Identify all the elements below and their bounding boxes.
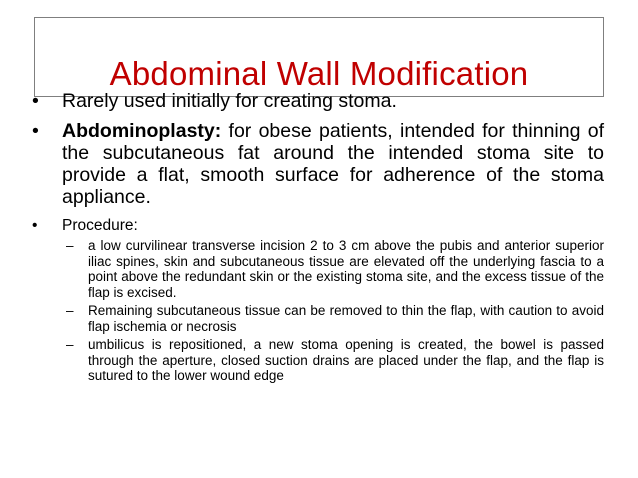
sub-bullet-marker: – [66,238,74,253]
bullet-marker: • [32,120,39,142]
slide-title: Abdominal Wall Modification [109,55,529,92]
bullet-text: Procedure: [62,217,138,234]
bullet-text: for obese patients, intended for thinning of the subcutaneous fat around the intended stoma site to provide a flat, smooth surface for adherence of the stoma appliance. [62,120,604,208]
sub-bullet-marker: – [66,303,74,318]
title-box [34,17,604,97]
bullet-item [32,120,604,208]
bullet-marker: • [32,90,39,112]
slide-content [32,88,604,384]
sub-bullet-item [32,303,604,334]
bullet-text: Rarely used initially for creating stoma. [62,90,397,112]
sub-bullet-marker: – [66,337,74,352]
sub-bullet-text: Remaining subcutaneous tissue can be removed to thin the flap, with caution to avoid flap ischemia or necrosis [88,303,604,334]
bullet-bold-term: Abdominoplasty: [62,120,222,142]
sub-bullet-text: a low curvilinear transverse incision 2 to 3 cm above the pubis and anterior superior iliac spines, skin and subcutaneous tissue are elevated off the underlying fascia to a point above the redundant skin or the existing stoma site, and the excess tissue of the flap is excised. [88,238,604,300]
bullet-item [32,216,604,236]
sub-bullet-item [32,337,604,384]
sub-bullet-item [32,238,604,300]
bullet-marker: • [32,217,38,234]
bullet-item [32,90,604,112]
sub-bullet-text: umbilicus is repositioned, a new stoma opening is created, the bowel is passed through the aperture, closed suction drains are placed under the flap, and the flap is sutured to the lower wound edge [88,337,604,383]
